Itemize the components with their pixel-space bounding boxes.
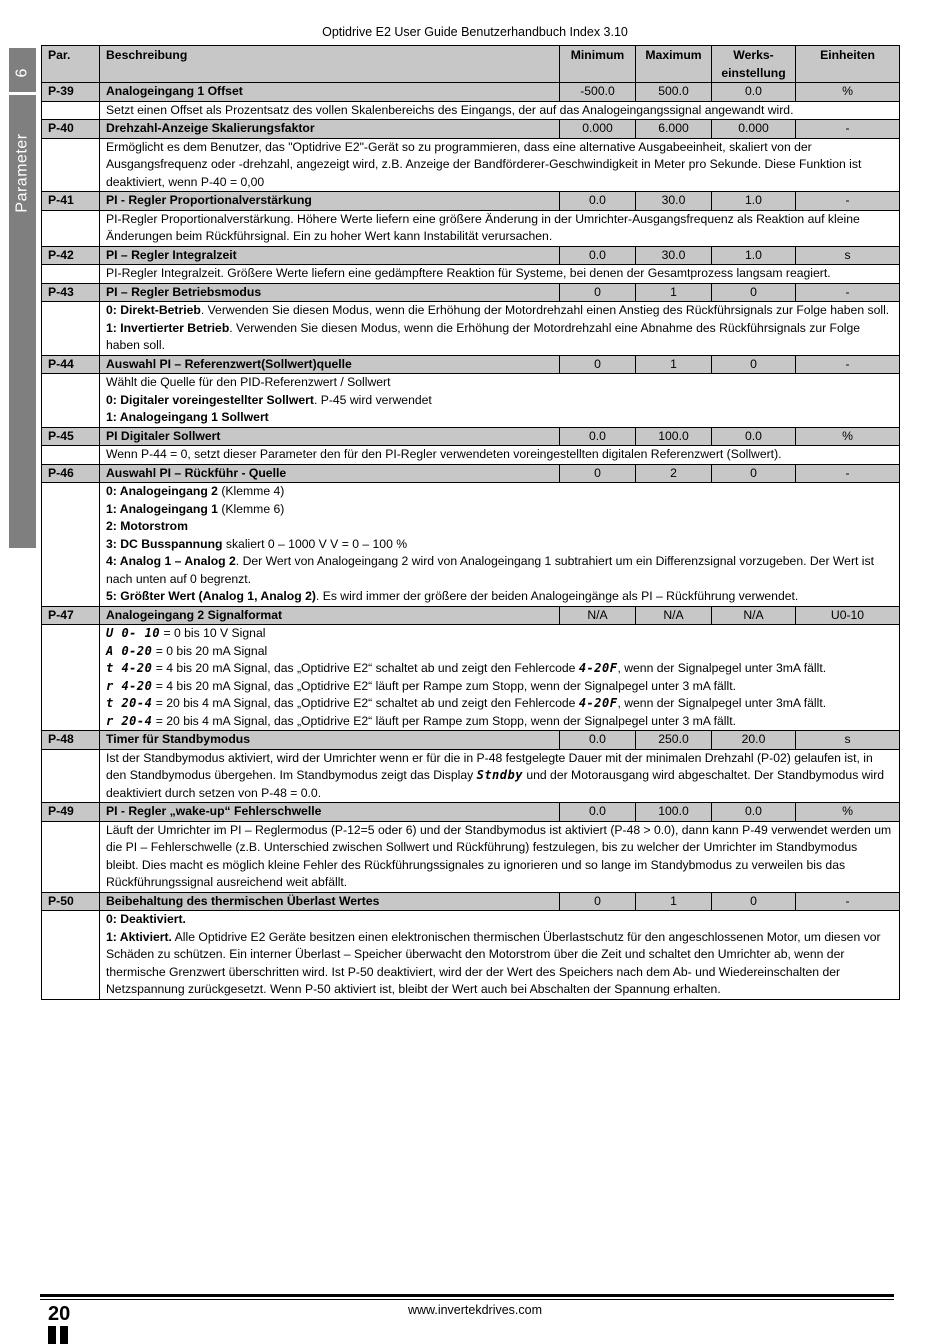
- parameter-code: P-43: [42, 283, 100, 302]
- description-spacer-cell: [42, 821, 100, 892]
- description-spacer-cell: [42, 302, 100, 356]
- parameter-table: [41, 45, 900, 1000]
- display-code-text: t 20-4: [106, 696, 153, 710]
- parameter-code: P-46: [42, 464, 100, 483]
- parameter-header-row: [42, 464, 900, 483]
- description-line: [106, 211, 893, 246]
- parameter-unit: -: [796, 464, 900, 483]
- description-line: [106, 553, 893, 588]
- display-code-text: U 0- 10: [106, 626, 161, 640]
- option-label: 0: Deaktiviert.: [106, 912, 186, 926]
- parameter-code: P-47: [42, 606, 100, 625]
- parameter-maximum: 250.0: [636, 731, 712, 750]
- parameter-name: PI - Regler „wake-up“ Fehlerschwelle: [100, 803, 560, 822]
- chapter-label: Parameter: [13, 133, 31, 213]
- parameter-description: [100, 138, 900, 192]
- display-code-text: r 4-20: [106, 678, 153, 693]
- parameter-minimum: 0.0: [560, 803, 636, 822]
- option-label: 5: Größter Wert (Analog 1, Analog 2): [106, 589, 316, 603]
- description-spacer-cell: [42, 101, 100, 120]
- parameter-default: 0.0: [712, 427, 796, 446]
- parameter-code: P-40: [42, 120, 100, 139]
- parameter-name: Auswahl PI – Referenzwert(Sollwert)quelle: [100, 355, 560, 374]
- parameter-maximum: 2: [636, 464, 712, 483]
- parameter-unit: -: [796, 192, 900, 211]
- parameter-header-row: [42, 192, 900, 211]
- parameter-description-row: [42, 483, 900, 607]
- parameter-default: 0: [712, 892, 796, 911]
- parameter-description-row: [42, 911, 900, 1000]
- parameter-maximum: 1: [636, 283, 712, 302]
- parameter-description: [100, 446, 900, 465]
- display-code-text: t 4-20: [106, 661, 153, 675]
- description-line: [106, 409, 893, 427]
- description-line: [106, 911, 893, 929]
- parameter-maximum: 30.0: [636, 246, 712, 265]
- description-text: und der Motorausgang wird abgeschaltet. Der Standbymodus wird deaktiviert durch setzen von P-48 = 0.0.: [106, 768, 885, 800]
- parameter-minimum: 0: [560, 892, 636, 911]
- parameter-description: [100, 749, 900, 803]
- parameter-description: [100, 210, 900, 246]
- parameter-description: [100, 625, 900, 731]
- parameter-default: 0: [712, 355, 796, 374]
- description-text: Wenn P-44 = 0, setzt dieser Parameter den für den PI-Regler verwendeten voreingestellten digitalen Referenzwert (Sollwert).: [106, 447, 782, 461]
- description-spacer-cell: [42, 374, 100, 428]
- parameter-header-row: [42, 355, 900, 374]
- parameter-rows: [42, 83, 900, 1000]
- description-line: [106, 139, 893, 192]
- parameter-name: PI Digitaler Sollwert: [100, 427, 560, 446]
- description-text: = 0 bis 20 mA Signal: [152, 643, 268, 658]
- parameter-header-row: [42, 892, 900, 911]
- option-label: 0: Analogeingang 2: [106, 484, 218, 498]
- page-number: 20: [48, 1303, 71, 1325]
- display-code-text: r 20-4: [106, 713, 153, 728]
- description-line: [106, 102, 893, 120]
- description-text: = 20 bis 4 mA Signal, das „Optidrive E2“ läuft per Rampe zum Stopp, wenn der Signalpegel unter 3 mA fällt.: [152, 713, 736, 728]
- parameter-minimum: 0.0: [560, 427, 636, 446]
- parameter-header-row: [42, 283, 900, 302]
- parameter-header-row: [42, 427, 900, 446]
- description-line: [106, 265, 893, 283]
- parameter-maximum: 30.0: [636, 192, 712, 211]
- description-text: PI-Regler Integralzeit. Größere Werte liefern eine gedämpftere Reaktion für Systeme, bei denen der Gesamtprozess langsam reagiert.: [106, 266, 831, 280]
- parameter-unit: s: [796, 731, 900, 750]
- parameter-code: P-44: [42, 355, 100, 374]
- parameter-code: P-49: [42, 803, 100, 822]
- parameter-minimum: 0.0: [560, 192, 636, 211]
- option-label: 0: Digitaler voreingestellter Sollwert: [106, 392, 314, 407]
- description-text: = 4 bis 20 mA Signal, das „Optidrive E2“ läuft per Rampe zum Stopp, wenn der Signalpegel unter 3 mA fällt.: [152, 678, 736, 693]
- description-text: . Der Wert von Analogeingang 2 wird von Analogeingang 1 subtrahiert um ein Differenzsignal vorzugeben. Der Wert ist nach unten auf 0 begrenzt.: [106, 554, 874, 586]
- description-text: (Klemme 6): [217, 501, 285, 516]
- parameter-code: P-48: [42, 731, 100, 750]
- option-label: 0: Direkt-Betrieb: [106, 303, 201, 317]
- display-code-text: 4-20F: [578, 661, 618, 675]
- description-text: = 0 bis 10 V Signal: [160, 626, 266, 640]
- description-spacer-cell: [42, 749, 100, 803]
- parameter-default: 1.0: [712, 192, 796, 211]
- option-label: 1: Analogeingang 1 Sollwert: [106, 410, 269, 424]
- parameter-default: 0.000: [712, 120, 796, 139]
- display-code-text: 4-20F: [578, 696, 618, 710]
- description-line: [106, 392, 893, 410]
- description-line: [106, 302, 893, 320]
- parameter-maximum: 100.0: [636, 803, 712, 822]
- chapter-side-tab: [9, 48, 36, 548]
- parameter-unit: -: [796, 355, 900, 374]
- parameter-description-row: [42, 138, 900, 192]
- parameter-default: 0.0: [712, 803, 796, 822]
- parameter-unit: %: [796, 427, 900, 446]
- description-line: [106, 678, 893, 696]
- parameter-description-row: [42, 749, 900, 803]
- footer-rule-thin: [40, 1299, 894, 1300]
- parameter-code: P-39: [42, 83, 100, 102]
- parameter-header-row: [42, 120, 900, 139]
- option-label: 1: Analogeingang 1: [106, 501, 218, 516]
- parameter-minimum: 0: [560, 464, 636, 483]
- column-header-default: Werks- einstellung: [712, 46, 796, 83]
- parameter-default: 1.0: [712, 246, 796, 265]
- parameter-minimum: 0.0: [560, 731, 636, 750]
- parameter-unit: %: [796, 83, 900, 102]
- description-text: = 20 bis 4 mA Signal, das „Optidrive E2“ schaltet ab und zeigt den Fehlercode: [152, 696, 579, 710]
- parameter-name: PI – Regler Betriebsmodus: [100, 283, 560, 302]
- parameter-name: PI – Regler Integralzeit: [100, 246, 560, 265]
- parameter-maximum: 6.000: [636, 120, 712, 139]
- description-text: . Verwenden Sie diesen Modus, wenn die Erhöhung der Motordrehzahl eine Abnahme des Rückführsignals zur Folge haben soll.: [106, 320, 861, 352]
- description-line: [106, 588, 893, 606]
- description-spacer-cell: [42, 210, 100, 246]
- parameter-description-row: [42, 821, 900, 892]
- description-spacer-cell: [42, 911, 100, 1000]
- parameter-minimum: 0.0: [560, 246, 636, 265]
- parameter-minimum: -500.0: [560, 83, 636, 102]
- document-header: Optidrive E2 User Guide Benutzerhandbuch Index 3.10: [322, 25, 628, 39]
- parameter-description: [100, 821, 900, 892]
- description-spacer-cell: [42, 483, 100, 607]
- parameter-name: PI - Regler Proportionalverstärkung: [100, 192, 560, 211]
- description-text: PI-Regler Proportionalverstärkung. Höhere Werte liefern eine größere Änderung in der Umrichter-Ausgangsfrequenz als Reaktion auf kleine Änderungen beim Rückführsignal. Ein zu hoher Wert kann Instabilität verursachen.: [106, 211, 860, 243]
- parameter-name: Timer für Standbymodus: [100, 731, 560, 750]
- description-text: . Verwenden Sie diesen Modus, wenn die Erhöhung der Motordrehzahl einen Anstieg des Rückführsignals zur Folge haben soll.: [200, 303, 890, 317]
- parameter-name: Analogeingang 1 Offset: [100, 83, 560, 102]
- parameter-description: [100, 302, 900, 356]
- description-text: Alle Optidrive E2 Geräte besitzen einen elektronischen thermischen Überlastschutz für den angeschlossenen Motor, um diesen vor Schäden zu schützen. Ein interner Überlast – Speicher überwacht den Motorstrom über die Zeit und schaltet den Umrichter ab, wenn der thermische Grenzwert überschritten wird. Ist P-50 deaktiviert, wird der der Wert des Speichers nach dem Ab- und Wiedereinschalten der Netzspannung zurückgesetzt. Wenn P-50 aktiviert ist, bleibt der Wert auch bei Abschalten der Spannung erhalten.: [106, 929, 881, 996]
- parameter-default: N/A: [712, 606, 796, 625]
- column-header-description: Beschreibung: [100, 46, 560, 83]
- parameter-unit: %: [796, 803, 900, 822]
- option-label: 1: Invertierter Betrieb: [106, 320, 230, 335]
- description-text: . P-45 wird verwendet: [313, 392, 432, 407]
- parameter-minimum: N/A: [560, 606, 636, 625]
- description-line: [106, 374, 893, 392]
- description-line: [106, 320, 893, 355]
- parameter-code: P-45: [42, 427, 100, 446]
- parameter-unit: U0-10: [796, 606, 900, 625]
- table-header-row: [42, 46, 900, 83]
- description-line: [106, 518, 893, 536]
- parameter-header-row: [42, 246, 900, 265]
- description-line: [106, 625, 893, 643]
- display-code-text: Stndby: [476, 768, 523, 782]
- parameter-name: Analogeingang 2 Signalformat: [100, 606, 560, 625]
- column-header-maximum: Maximum: [636, 46, 712, 83]
- description-text: skaliert 0 – 1000 V V = 0 – 100 %: [222, 536, 408, 551]
- parameter-description-row: [42, 101, 900, 120]
- description-spacer-cell: [42, 446, 100, 465]
- option-label: 2: Motorstrom: [106, 519, 188, 533]
- description-line: [106, 929, 893, 999]
- parameter-name: Drehzahl-Anzeige Skalierungsfaktor: [100, 120, 560, 139]
- description-line: [106, 713, 893, 731]
- parameter-unit: -: [796, 892, 900, 911]
- parameter-default: 0.0: [712, 83, 796, 102]
- parameter-maximum: N/A: [636, 606, 712, 625]
- footer-url: www.invertekdrives.com: [407, 1303, 543, 1317]
- description-text: = 4 bis 20 mA Signal, das „Optidrive E2“ schaltet ab und zeigt den Fehlercode: [152, 661, 579, 675]
- parameter-description-row: [42, 625, 900, 731]
- parameter-maximum: 500.0: [636, 83, 712, 102]
- description-text: Ist der Standbymodus aktiviert, wird der Umrichter wenn er für die in P-48 festgelegte Dauer mit der minimalen Drehzahl (P-02) gelaufen ist, in den Standbymodus übergehen. Im Standbymodus zeigt das Display: [106, 750, 873, 782]
- parameter-code: P-42: [42, 246, 100, 265]
- footer-rule-thick: [40, 1294, 894, 1297]
- parameter-description: [100, 911, 900, 1000]
- parameter-description: [100, 265, 900, 284]
- description-text: Ermöglicht es dem Benutzer, das "Optidrive E2"-Gerät so zu programmieren, dass eine alternative Ausgabeeinheit, skaliert von der Ausgangsfrequenz oder -drehzahl, angezeigt wird, z.B. Anzeige der Bandförderer-Geschwindigkeit in Meter pro Sekunde. Diese Funktion ist deaktiviert, wenn P-40 = 0,00: [106, 139, 862, 189]
- description-line: [106, 536, 893, 554]
- description-line: [106, 446, 893, 464]
- parameter-header-row: [42, 731, 900, 750]
- description-text: , wenn der Signalpegel unter 3mA fällt.: [617, 696, 827, 710]
- parameter-default: 0: [712, 283, 796, 302]
- parameter-code: P-41: [42, 192, 100, 211]
- description-line: [106, 822, 893, 892]
- description-line: [106, 695, 893, 713]
- column-header-units: Einheiten: [796, 46, 900, 83]
- display-code-text: A 0-20: [106, 643, 153, 658]
- parameter-description: [100, 483, 900, 607]
- description-spacer-cell: [42, 625, 100, 731]
- description-text: . Es wird immer der größere der beiden Analogeingänge als PI – Rückführung verwendet.: [315, 589, 799, 603]
- parameter-description-row: [42, 265, 900, 284]
- parameter-minimum: 0: [560, 283, 636, 302]
- description-text: Setzt einen Offset als Prozentsatz des vollen Skalenbereichs des Eingangs, der auf das Analogeingangssignal angewandt wird.: [106, 102, 794, 117]
- description-spacer-cell: [42, 138, 100, 192]
- option-label: 4: Analog 1 – Analog 2: [106, 554, 236, 568]
- description-spacer-cell: [42, 265, 100, 284]
- description-line: [106, 750, 893, 803]
- parameter-header-row: [42, 83, 900, 102]
- parameter-maximum: 1: [636, 892, 712, 911]
- parameter-minimum: 0.000: [560, 120, 636, 139]
- chapter-number: 6: [9, 54, 36, 95]
- parameter-minimum: 0: [560, 355, 636, 374]
- parameter-description-row: [42, 210, 900, 246]
- description-text: Läuft der Umrichter im PI – Reglermodus (P-12=5 oder 6) und der Standbymodus ist aktiviert (P-48 > 0.0), dann kann P-49 verwendet werden um die PI – Fehlerschwelle (z.B. Unterschied zwischen Sollwert und Rückführung) festzulegen, bis zu welcher der Umrichter im Standbymodus bleibt. Dies macht es möglich kleine Fehler des Rückführungssignales zu ignorieren und so lange im Standybmodus zu verweilen bis das Rückführungssignal ausreichend weit abfällt.: [106, 822, 892, 889]
- description-text: , wenn der Signalpegel unter 3mA fällt.: [617, 661, 827, 675]
- parameter-header-row: [42, 606, 900, 625]
- parameter-description-row: [42, 446, 900, 465]
- option-label: 3: DC Busspannung: [106, 536, 223, 551]
- description-line: [106, 483, 893, 501]
- column-header-par: Par.: [42, 46, 100, 83]
- description-line: [106, 660, 893, 678]
- description-text: (Klemme 4): [217, 484, 285, 498]
- parameter-unit: s: [796, 246, 900, 265]
- parameter-description-row: [42, 302, 900, 356]
- parameter-unit: -: [796, 120, 900, 139]
- parameter-default: 20.0: [712, 731, 796, 750]
- description-line: [106, 501, 893, 519]
- parameter-maximum: 100.0: [636, 427, 712, 446]
- page-number-bars: [48, 1326, 70, 1344]
- description-text: Wählt die Quelle für den PID-Referenzwert / Sollwert: [106, 375, 391, 389]
- parameter-description: [100, 374, 900, 428]
- description-line: [106, 643, 893, 661]
- parameter-unit: -: [796, 283, 900, 302]
- column-header-minimum: Minimum: [560, 46, 636, 83]
- parameter-maximum: 1: [636, 355, 712, 374]
- parameter-header-row: [42, 803, 900, 822]
- parameter-code: P-50: [42, 892, 100, 911]
- parameter-description: [100, 101, 900, 120]
- parameter-name: Beibehaltung des thermischen Überlast Wertes: [100, 892, 560, 911]
- parameter-name: Auswahl PI – Rückführ - Quelle: [100, 464, 560, 483]
- parameter-description-row: [42, 374, 900, 428]
- parameter-default: 0: [712, 464, 796, 483]
- option-label: 1: Aktiviert.: [106, 929, 172, 944]
